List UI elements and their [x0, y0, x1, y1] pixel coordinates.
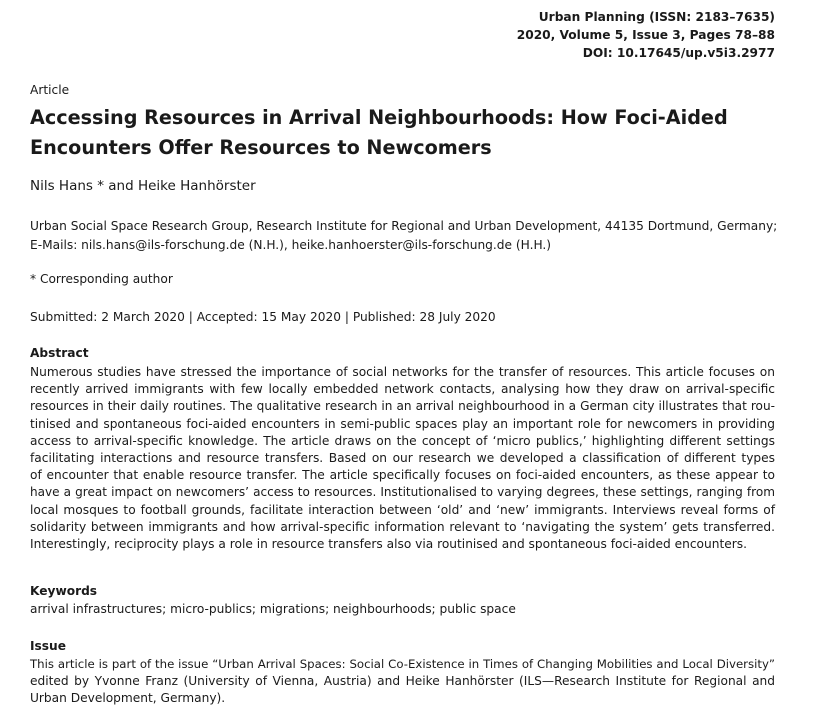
- issue-line: This article is part of the issue “Urban Arrival Spaces: Social Co-Existence in Times of Changing Mobilities and Local Diversity”: [30, 657, 775, 671]
- publication-dates: Submitted: 2 March 2020 | Accepted: 15 May 2020 | Published: 28 July 2020: [30, 310, 496, 324]
- abstract-line: resources in their daily routines. The qualitative research in an arrival neighbourhood in a German city illustrates that rou-: [30, 399, 775, 414]
- journal-volume-pages: 2020, Volume 5, Issue 3, Pages 78–88: [516, 28, 775, 42]
- abstract-line: of encounter that enable resource transfer. The article specifically focuses on foci-aided encounters, as these appear to: [30, 468, 775, 483]
- abstract-line: solidarity between immigrants and how arrival-specific information relevant to ‘navigating the system’ gets transferred.: [30, 519, 775, 534]
- journal-doi: DOI: 10.17645/up.v5i3.2977: [582, 46, 775, 60]
- author-list: Nils Hans * and Heike Hanhörster: [30, 178, 256, 194]
- journal-name-issn: Urban Planning (ISSN: 2183–7635): [538, 10, 775, 24]
- abstract-line: access to arrival-specific knowledge. The article draws on the concept of ‘micro publics,’ highlighting different settings: [30, 433, 775, 448]
- abstract-line: Interestingly, reciprocity plays a role in resource transfers also via routinised and spontaneous foci-aided encounters.: [30, 537, 747, 552]
- abstract-line: Numerous studies have stressed the importance of social networks for the transfer of resources. This article focuses on: [30, 365, 775, 379]
- abstract-line: recently arrived immigrants with few locally embedded network contacts, analysing how they draw on arrival-specific: [30, 382, 775, 397]
- affiliation: [30, 217, 805, 255]
- abstract-line: local mosques to football grounds, facilitate interaction between ‘old’ and ‘new’ immigrants. Interviews reveal forms of: [30, 502, 775, 517]
- article-title-line-2: Encounters Offer Resources to Newcomers: [30, 136, 492, 159]
- journal-info: [517, 8, 775, 62]
- issue-line: Urban Development, Germany).: [30, 691, 226, 706]
- keywords-text: [30, 601, 775, 618]
- issue-line: edited by Yvonne Franz (University of Vienna, Austria) and Heike Hanhörster (ILS—Research Institute for Regional and: [30, 674, 775, 689]
- abstract-text: [30, 364, 775, 553]
- abstract-line: tinised and spontaneous foci-aided encounters in semi-public spaces play an important role for newcomers in providing: [30, 416, 775, 431]
- keywords-line: arrival infrastructures; micro-publics; migrations; neighbourhoods; public space: [30, 602, 516, 616]
- abstract-line: facilitating interactions and resource transfers. Based on our research we developed a classification of different types: [30, 451, 775, 466]
- article-type-label: Article: [30, 83, 70, 97]
- corresponding-author-note: * Corresponding author: [30, 272, 173, 286]
- keywords-heading: Keywords: [30, 584, 98, 598]
- abstract-heading: Abstract: [30, 346, 89, 360]
- article-title: [30, 103, 750, 163]
- issue-text: [30, 656, 775, 708]
- affiliation-emails: E-Mails: nils.hans@ils-forschung.de (N.H.), heike.hanhoerster@ils-forschung.de (H.H.): [30, 238, 552, 252]
- abstract-line: have a great impact on newcomers’ access to resources. Institutionalised to varying degrees, these settings, ranging from: [30, 485, 775, 500]
- issue-heading: Issue: [30, 639, 66, 653]
- article-title-line-1: Accessing Resources in Arrival Neighbourhoods: How Foci-Aided: [30, 106, 728, 129]
- affiliation-address: Urban Social Space Research Group, Research Institute for Regional and Urban Development, 44135 Dortmund, Germany;: [30, 219, 778, 233]
